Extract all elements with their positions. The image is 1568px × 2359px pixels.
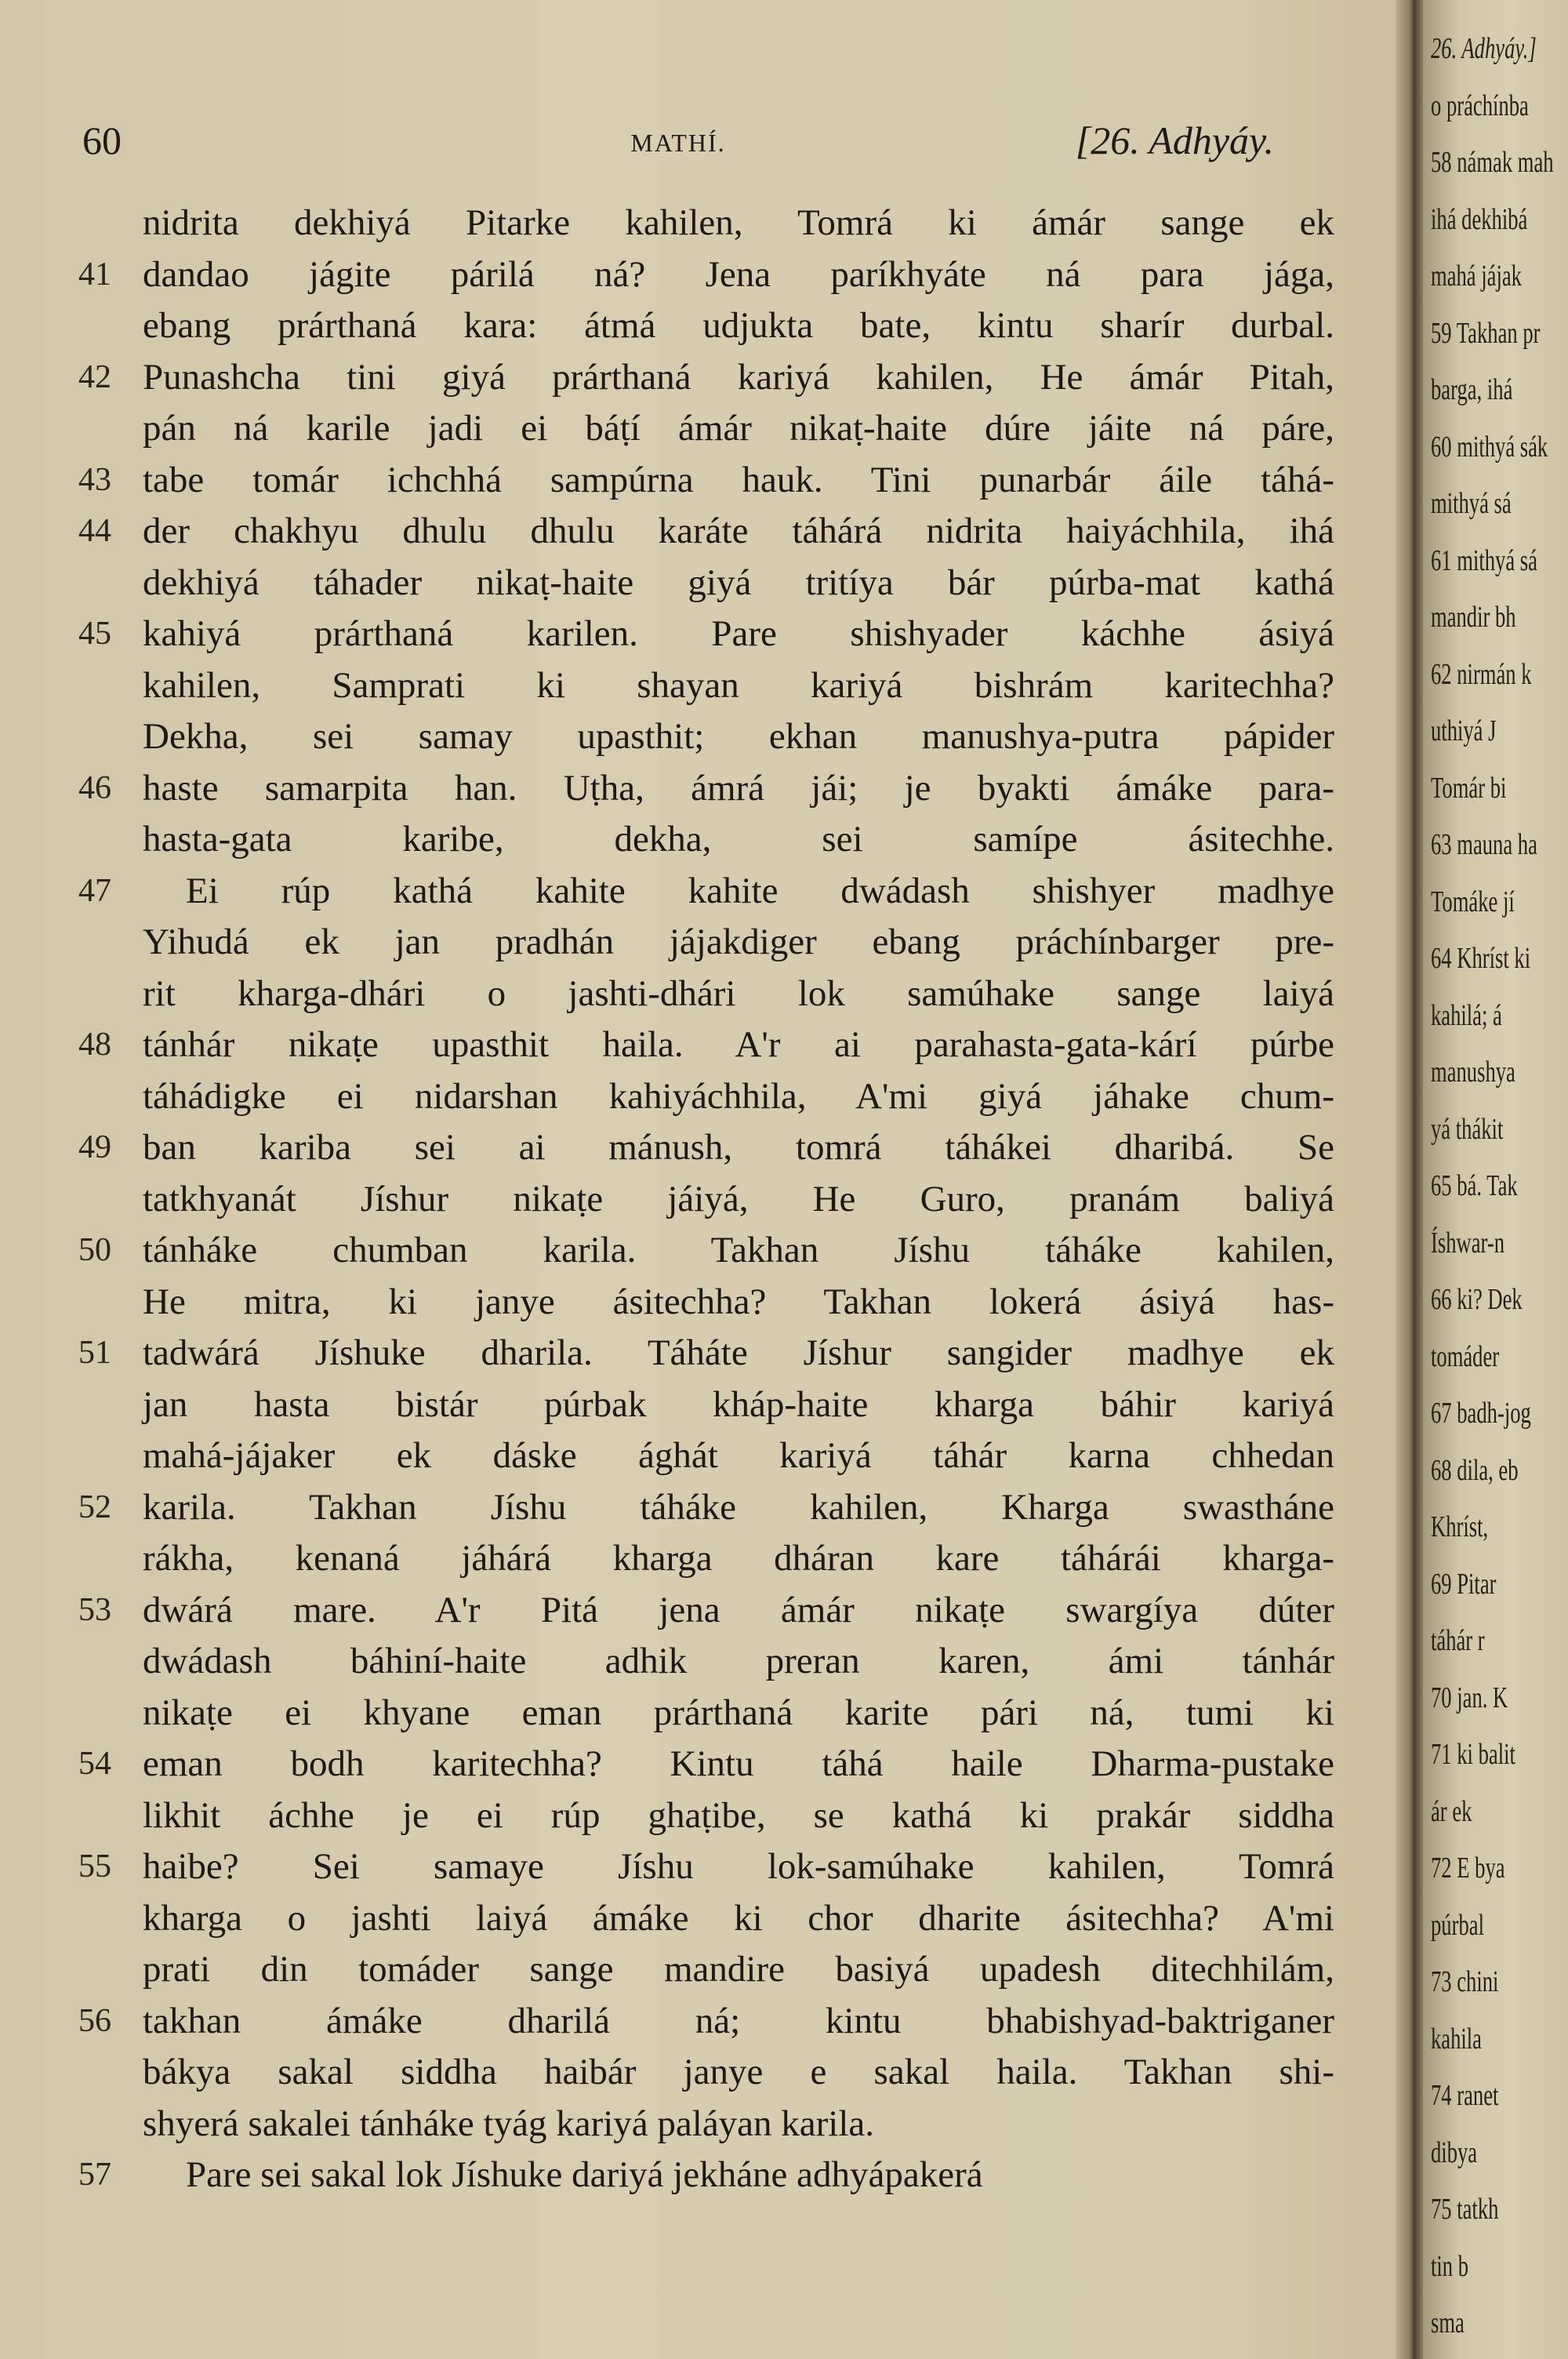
page-header (82, 118, 1274, 173)
line-text: dwárá mare. A'r Pitá jena ámár nikaṭe swargíya dúter (143, 1589, 1334, 1630)
text-line (78, 1122, 1334, 1174)
line-text: nidrita dekhiyá Pitarke kahilen, Tomrá ki ámár sange ek (143, 202, 1334, 243)
line-text: Yihudá ek jan pradhán jájakdiger ebang práchínbarger pre- (143, 921, 1334, 962)
facing-page-line: púrbal (1431, 1908, 1484, 1942)
text-line (78, 455, 1334, 507)
facing-page-line: mahá jájak (1431, 260, 1522, 293)
facing-page-line: ár ek (1431, 1794, 1472, 1828)
line-text: bákya sakal siddha haibár janye e sakal haila. Takhan shi- (143, 2052, 1334, 2092)
facing-page-line: manushya (1431, 1056, 1515, 1089)
text-line (78, 403, 1334, 455)
line-text: takhan ámáke dharilá ná; kintu bhabishyad-baktriganer (143, 2000, 1334, 2041)
facing-page-line: Khríst, (1431, 1510, 1489, 1543)
facing-page-line: yá thákit (1431, 1112, 1504, 1146)
line-text: rákha, kenaná jáhárá kharga dháran kare táhárái kharga- (143, 1538, 1334, 1579)
text-line (78, 2099, 1274, 2150)
text-line (78, 1174, 1334, 1226)
facing-page-line: táhár r (1431, 1624, 1485, 1657)
section-label (1076, 118, 1274, 163)
line-text: ebang prárthaná kara: átmá udjukta bate, kintu sharír durbal. (143, 305, 1334, 346)
facing-page-line: Íshwar-n (1431, 1226, 1505, 1259)
verse-number: 47 (78, 872, 111, 909)
facing-page-line: Tomáke jí (1431, 885, 1515, 918)
line-text: nikaṭe ei khyane eman prárthaná karite pári ná, tumi ki (143, 1692, 1334, 1733)
line-text: tabe tomár ichchhá sampúrna hauk. Tini punarbár áile táhá- (143, 459, 1334, 500)
facing-page-line: 61 mithyá sá (1431, 543, 1537, 577)
line-text: Pare sei sakal lok Jíshuke dariyá jekháne adhyápakerá (186, 2154, 983, 2195)
verse-number: 50 (78, 1232, 111, 1268)
facing-page-line: 63 mauna ha (1431, 828, 1537, 861)
facing-page-line: kahilá; á (1431, 998, 1502, 1032)
line-text: der chakhyu dhulu dhulu karáte táhárá nidrita haiyáchhila, ihá (143, 511, 1334, 551)
text-line (78, 506, 1334, 558)
verse-number: 57 (78, 2157, 111, 2193)
line-text: karila. Takhan Jíshu táháke kahilen, Kharga swastháne (143, 1486, 1334, 1528)
line-text: haste samarpita han. Uṭha, ámrá jái; je byakti ámáke para- (143, 767, 1334, 809)
facing-page-line: mandir bh (1431, 601, 1516, 634)
text-line (78, 1225, 1334, 1277)
verse-number: 52 (78, 1488, 111, 1525)
facing-page-line: 64 Khríst ki (1431, 942, 1531, 975)
facing-page-line: dibya (1431, 2135, 1478, 2169)
book-gutter (1396, 0, 1427, 2359)
line-text: kharga o jashti laiyá ámáke ki chor dharite ásitechha? A'mi (143, 1897, 1334, 1939)
line-text: Punashcha tini giyá prárthaná kariyá kahilen, He ámár Pitah, (143, 356, 1334, 398)
line-text: eman bodh karitechha? Kintu táhá haile Dharma-pustake (143, 1743, 1334, 1784)
text-line (78, 1739, 1334, 1790)
text-line (78, 814, 1334, 866)
facing-page-line: 26. Adhyáy.] (1431, 32, 1537, 65)
facing-page-line: ihá dekhibá (1431, 202, 1528, 236)
facing-page (1423, 0, 1568, 2359)
verse-number: 44 (78, 513, 111, 549)
facing-page-line: 66 ki? Dek (1431, 1283, 1523, 1316)
text-line (78, 1944, 1334, 1996)
text-line (78, 1585, 1334, 1637)
text-line (78, 711, 1334, 763)
facing-page-line: 75 tatkh (1431, 2193, 1499, 2226)
line-text: pán ná karile jadi ei báṭí ámár nikaṭ-haite dúre jáite ná páre, (143, 408, 1334, 449)
facing-page-line: 62 nirmán k (1431, 657, 1532, 691)
line-text: dwádash báhiní-haite adhik preran karen, ámi tánhár (143, 1641, 1334, 1681)
text-line (78, 1328, 1334, 1379)
running-title: MATHÍ. (630, 129, 726, 157)
line-text: rit kharga-dhári o jashti-dhári lok samúhake sange laiyá (143, 972, 1334, 1014)
line-text: Ei rúp kathá kahite kahite dwádash shishyer madhye (186, 870, 1334, 911)
line-text: jan hasta bistár púrbak kháp-haite kharga báhir kariyá (143, 1383, 1334, 1425)
facing-page-line: 70 jan. K (1431, 1681, 1508, 1714)
text-line (78, 917, 1334, 969)
line-text: dekhiyá táhader nikaṭ-haite giyá tritíya bár púrba-mat kathá (143, 562, 1334, 603)
text-line (78, 1841, 1334, 1893)
text-line (78, 1379, 1334, 1431)
text-line (78, 2047, 1334, 2099)
facing-page-line: barga, ihá (1431, 373, 1513, 406)
facing-page-line: 59 Takhan pr (1431, 316, 1541, 350)
text-line (78, 609, 1334, 660)
text-line (78, 1996, 1334, 2048)
facing-page-line: 73 chini (1431, 1965, 1499, 1998)
text-line (78, 352, 1334, 404)
verse-number: 42 (78, 358, 111, 395)
facing-page-line: 72 E bya (1431, 1852, 1505, 1885)
line-text: kahiyá prárthaná karilen. Pare shishyader káchhe ásiyá (143, 613, 1334, 654)
text-line (78, 1020, 1334, 1071)
line-text: mahá-jájaker ek dáske ághát kariyá táhár karna chhedan (143, 1435, 1334, 1476)
line-text: tadwárá Jíshuke dharila. Táháte Jíshur sangider madhye ek (143, 1332, 1334, 1373)
page-number: 60 (82, 118, 122, 162)
verse-number: 56 (78, 2002, 111, 2039)
verse-number: 55 (78, 1848, 111, 1885)
line-text: ban kariba sei ai mánush, tomrá táhákei dharibá. Se (143, 1127, 1334, 1168)
text-line (78, 1790, 1334, 1842)
text-line (78, 1533, 1334, 1585)
text-line (78, 300, 1334, 352)
facing-page-line: o práchínba (1431, 89, 1529, 122)
facing-page-line: uthiyá J (1431, 714, 1497, 747)
section-label-text: [26. Adhyáy. (1075, 118, 1274, 162)
facing-page-line: tin b (1431, 2249, 1469, 2283)
text-line (78, 1430, 1334, 1482)
verse-number: 45 (78, 616, 111, 652)
line-text: haibe? Sei samaye Jíshu lok-samúhake kahilen, Tomrá (143, 1846, 1334, 1887)
text-line (78, 2150, 1274, 2201)
text-line (78, 969, 1334, 1020)
facing-page-line: 71 ki balit (1431, 1738, 1515, 1771)
verse-number: 49 (78, 1129, 111, 1165)
text-line (78, 1688, 1334, 1739)
text-line (78, 1277, 1334, 1329)
line-text: Dekha, sei samay upasthit; ekhan manushya-putra pápider (143, 716, 1334, 757)
line-text: shyerá sakalei tánháke tyág kariyá paláyan karila. (143, 2103, 875, 2144)
line-text: táhádigke ei nidarshan kahiyáchhila, A'mi giyá jáhake chum- (143, 1075, 1334, 1117)
facing-page-line: Tomár bi (1431, 771, 1507, 805)
verse-number: 41 (78, 256, 111, 293)
text-line (78, 1482, 1334, 1534)
line-text: tatkhyanát Jíshur nikaṭe jáiyá, He Guro, pranám baliyá (143, 1178, 1334, 1219)
verse-number: 53 (78, 1591, 111, 1628)
text-line (78, 1071, 1334, 1123)
facing-page-line: kahila (1431, 2022, 1483, 2055)
line-text: tánháke chumban karila. Takhan Jíshu táháke kahilen, (143, 1230, 1334, 1270)
line-text: likhit áchhe je ei rúp ghaṭibe, se kathá ki prakár siddha (143, 1794, 1334, 1836)
facing-page-line: 69 Pitar (1431, 1567, 1497, 1601)
text-line (78, 1893, 1334, 1945)
facing-page-line: sma (1431, 2306, 1465, 2339)
facing-page-line: tomáder (1431, 1339, 1500, 1373)
line-text: prati din tomáder sange mandire basiyá upadesh ditechhilám, (143, 1949, 1334, 1990)
facing-page-line: 67 badh-jog (1431, 1397, 1531, 1430)
facing-page-line: 60 mithyá sák (1431, 430, 1548, 463)
text-line (78, 1636, 1334, 1688)
text-line (78, 558, 1334, 609)
verse-number: 51 (78, 1335, 111, 1371)
line-text: dandao jágite párilá ná? Jena paríkhyáte ná para jága, (143, 253, 1334, 295)
facing-page-line: mithyá sá (1431, 487, 1512, 520)
line-text: tánhár nikaṭe upasthit haila. A'r ai parahasta-gata-kárí púrbe (143, 1024, 1334, 1065)
verse-number: 48 (78, 1027, 111, 1063)
verse-number: 46 (78, 769, 111, 806)
text-line (78, 660, 1334, 712)
text-line (78, 249, 1334, 301)
line-text: He mitra, ki janye ásitechha? Takhan lokerá ásiyá has- (143, 1281, 1334, 1322)
line-text: hasta-gata karibe, dekha, sei samípe ásitechhe. (143, 819, 1334, 860)
body-text (78, 198, 1334, 2201)
verse-number: 54 (78, 1746, 111, 1782)
facing-page-line: 74 ranet (1431, 2079, 1499, 2112)
text-line (78, 866, 1334, 918)
verse-number: 43 (78, 461, 111, 498)
text-line (78, 763, 1334, 815)
facing-page-line: 58 námak mah (1431, 146, 1554, 179)
facing-page-line: 65 bá. Tak (1431, 1169, 1518, 1202)
facing-page-line: 68 dila, eb (1431, 1453, 1519, 1487)
line-text: kahilen, Samprati ki shayan kariyá bishrám karitechha? (143, 664, 1334, 706)
text-line (78, 198, 1334, 249)
